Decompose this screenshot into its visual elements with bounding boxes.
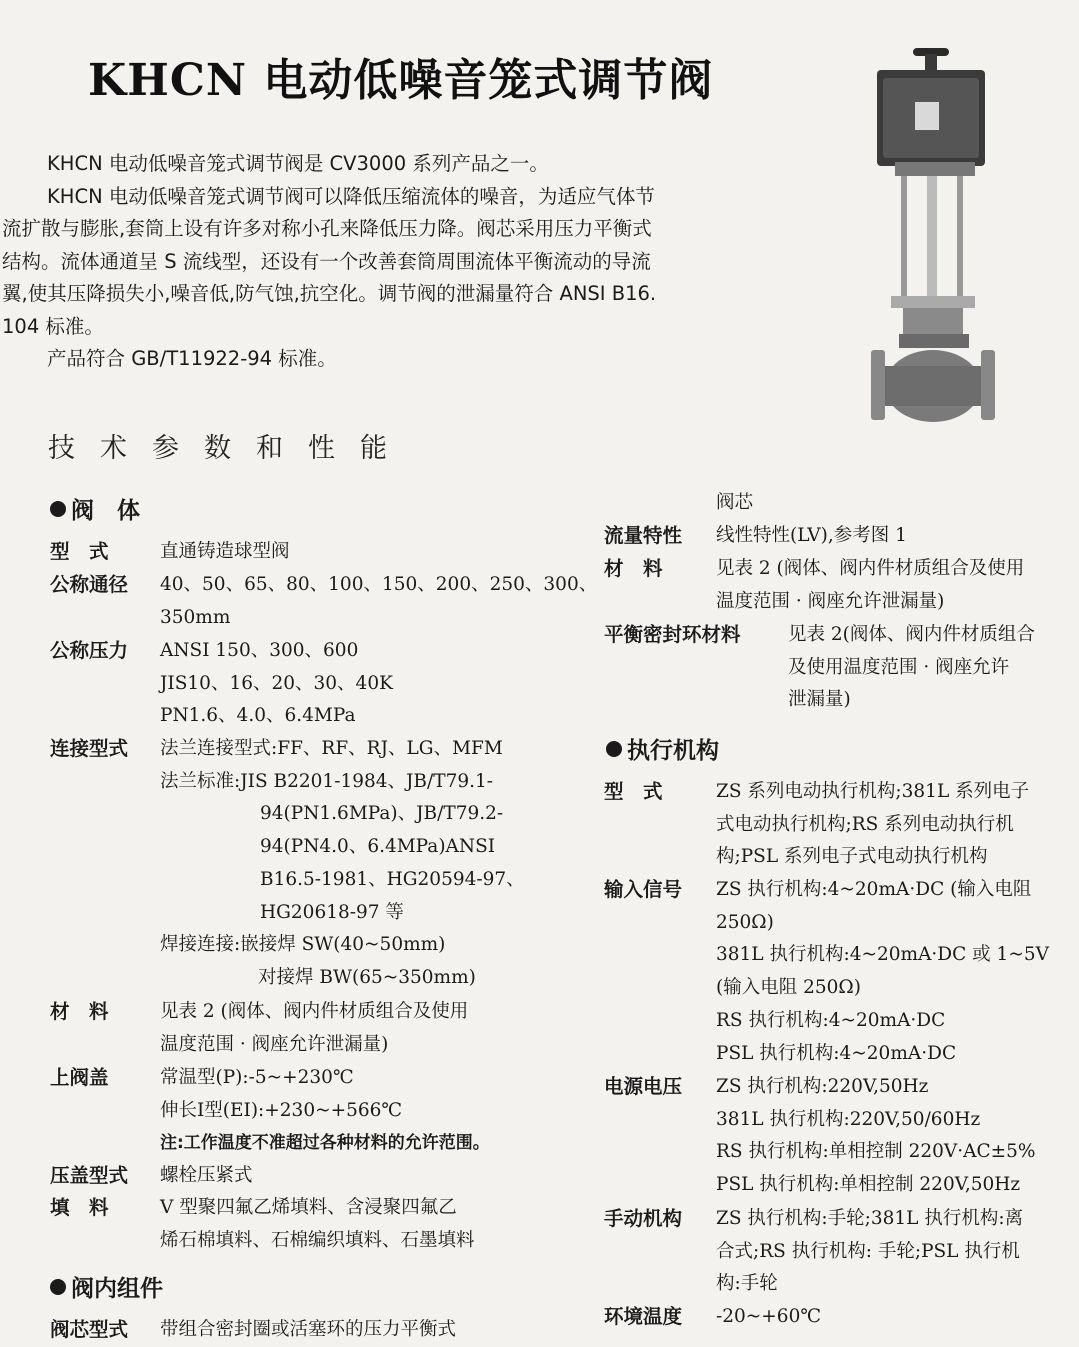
subsection-heading: 阀 体 bbox=[71, 498, 140, 524]
label-input-signal: 输入信号 bbox=[604, 878, 683, 901]
intro-line: KHCN 电动低噪音笼式调节阀是 CV3000 系列产品之一。 bbox=[47, 152, 549, 175]
intro-line: 流扩散与膨胀,套筒上设有许多对称小孔来降低压力降。阀芯采用压力平衡式 bbox=[2, 217, 652, 240]
value-line: RS 执行机构:单相控制 220V·AC±5% bbox=[716, 1141, 1036, 1163]
value-flow-characteristic: 线性特性(LV),参考图 1 bbox=[716, 525, 907, 546]
value-line: 法兰标准:JIS B2201-1984、JB/T79.1- bbox=[160, 770, 494, 792]
value-line: 及使用温度范围 · 阀座允许 bbox=[788, 656, 1010, 678]
label-nominal-pressure: 公称压力 bbox=[50, 639, 129, 662]
bullet-icon bbox=[50, 1279, 66, 1295]
value-line: JIS10、16、20、30、40K bbox=[160, 672, 393, 694]
value-line: V 型聚四氟乙烯填料、含浸聚四氟乙 bbox=[160, 1197, 457, 1218]
subsection-actuator bbox=[606, 732, 719, 765]
value-line: 构;PSL 系列电子式电动执行机构 bbox=[716, 846, 988, 868]
value-nominal-pressure bbox=[160, 635, 393, 733]
bonnet-note: 注:工作温度不准超过各种材料的允许范围。 bbox=[160, 1133, 490, 1154]
intro-text bbox=[2, 148, 732, 376]
section-title: 技术参数和性能 bbox=[48, 433, 412, 464]
value-line: ZS 执行机构:4~20mA·DC (输入电阻 bbox=[716, 879, 1032, 900]
value-line: 温度范围 · 阀座允许泄漏量) bbox=[716, 590, 945, 612]
value-plug-type: 带组合密封圈或活塞环的压力平衡式 bbox=[160, 1319, 457, 1340]
value-line: 对接焊 BW(65~350mm) bbox=[258, 966, 476, 988]
label-flow-characteristic: 流量特性 bbox=[604, 524, 683, 547]
value-line: 见表 2(阀体、阀内件材质组合 bbox=[788, 624, 1035, 645]
value-line: (输入电阻 250Ω) bbox=[716, 977, 861, 999]
page-title: KHCN 电动低噪音笼式调节阀 bbox=[88, 55, 714, 106]
value-line: PSL 执行机构:4~20mA·DC bbox=[716, 1042, 957, 1064]
value-seal-ring-material bbox=[788, 619, 1035, 717]
value-ambient-temperature: -20~+60℃ bbox=[716, 1306, 822, 1327]
value-line: ANSI 150、300、600 bbox=[160, 640, 359, 661]
value-line: RS 执行机构:4~20mA·DC bbox=[716, 1009, 946, 1031]
label-type: 型 式 bbox=[50, 540, 109, 563]
subsection-valve-body bbox=[50, 492, 140, 525]
label-trim-material: 材 料 bbox=[604, 557, 663, 580]
value-manual-operator bbox=[716, 1203, 1023, 1301]
bullet-icon bbox=[606, 741, 622, 757]
value-trim-material bbox=[716, 553, 1024, 618]
subsection-heading: 阀内组件 bbox=[71, 1276, 163, 1302]
label-power-supply: 电源电压 bbox=[604, 1075, 683, 1098]
intro-line: KHCN 电动低噪音笼式调节阀可以降低压缩流体的噪音，为适应气体节 bbox=[47, 184, 655, 208]
value-line: ZS 系列电动执行机构;381L 系列电子 bbox=[716, 781, 1030, 802]
value-line: 烯石棉填料、石棉编织填料、石墨填料 bbox=[160, 1229, 475, 1251]
value-line: 合式;RS 执行机构: 手轮;PSL 执行机 bbox=[716, 1240, 1020, 1262]
value-line: HG20618-97 等 bbox=[260, 901, 404, 923]
value-line: 法兰连接型式:FF、RF、RJ、LG、MFM bbox=[160, 738, 503, 759]
value-material bbox=[160, 996, 468, 1061]
value-connection bbox=[160, 733, 525, 995]
intro-line: 结构。流体通道呈 S 流线型，还设有一个改善套筒周围流体平衡流动的导流 bbox=[2, 249, 651, 273]
value-input-signal bbox=[716, 874, 1049, 1070]
value-line: 焊接连接:嵌接焊 SW(40~50mm) bbox=[160, 934, 446, 956]
value-line: 见表 2 (阀体、阀内件材质组合及使用 bbox=[716, 558, 1025, 579]
value-gland: 螺栓压紧式 bbox=[160, 1165, 253, 1186]
value-line: 温度范围 · 阀座允许泄漏量) bbox=[160, 1033, 389, 1055]
value-line: 式电动执行机构;RS 系列电动执行机 bbox=[716, 813, 1014, 835]
value-line: ZS 执行机构:手轮;381L 执行机构:离 bbox=[716, 1208, 1024, 1229]
value-actuator-type bbox=[716, 776, 1029, 874]
label-plug-type: 阀芯型式 bbox=[50, 1318, 129, 1341]
label-material: 材 料 bbox=[50, 1000, 109, 1023]
label-packing: 填 料 bbox=[50, 1196, 109, 1219]
label-actuator-type: 型 式 bbox=[604, 780, 663, 803]
value-line: 381L 执行机构:220V,50/60Hz bbox=[716, 1108, 981, 1130]
value-line: 381L 执行机构:4~20mA·DC 或 1~5V bbox=[716, 944, 1049, 966]
value-line: 350mm bbox=[160, 606, 231, 628]
label-connection: 连接型式 bbox=[50, 737, 129, 760]
value-bonnet bbox=[160, 1062, 490, 1160]
intro-line: 产品符合 GB/T11922-94 标准。 bbox=[47, 347, 337, 370]
value-line: PN1.6、4.0、6.4MPa bbox=[160, 705, 356, 727]
value-line: B16.5-1981、HG20594-97、 bbox=[260, 868, 525, 890]
subsection-heading: 执行机构 bbox=[627, 738, 719, 764]
valve-product-photo bbox=[845, 44, 1015, 424]
intro-line: 翼,使其压降损失小,噪音低,防气蚀,抗空化。调节阀的泄漏量符合 ANSI B16. bbox=[2, 282, 657, 305]
value-line: 构:手轮 bbox=[716, 1273, 778, 1295]
value-line: 见表 2 (阀体、阀内件材质组合及使用 bbox=[160, 1001, 469, 1022]
label-manual-operator: 手动机构 bbox=[604, 1207, 683, 1230]
value-line: 40、50、65、80、100、150、200、250、300、 bbox=[160, 574, 598, 595]
value-packing bbox=[160, 1192, 475, 1257]
value-power-supply bbox=[716, 1071, 1036, 1202]
label-ambient-temperature: 环境温度 bbox=[604, 1305, 683, 1328]
value-plug-type-cont: 阀芯 bbox=[716, 492, 754, 513]
subsection-trim bbox=[50, 1270, 163, 1303]
value-nominal-size bbox=[160, 569, 597, 634]
label-bonnet: 上阀盖 bbox=[50, 1066, 109, 1089]
value-line: 泄漏量) bbox=[788, 689, 851, 711]
value-line: ZS 执行机构:220V,50Hz bbox=[716, 1076, 929, 1097]
value-line: 94(PN4.0、6.4MPa)ANSI bbox=[260, 836, 496, 858]
value-line: 伸长Ⅰ型(EⅠ):+230~+566℃ bbox=[160, 1099, 403, 1121]
label-nominal-size: 公称通径 bbox=[50, 573, 129, 596]
label-seal-ring-material: 平衡密封环材料 bbox=[604, 623, 741, 646]
intro-line: 104 标准。 bbox=[2, 314, 104, 338]
value-line: 94(PN1.6MPa)、JB/T79.2- bbox=[260, 803, 504, 825]
value-line: 250Ω) bbox=[716, 911, 774, 933]
label-gland: 压盖型式 bbox=[50, 1164, 129, 1187]
value-line: PSL 执行机构:单相控制 220V,50Hz bbox=[716, 1174, 1021, 1196]
value-line: 常温型(P):-5~+230℃ bbox=[160, 1067, 354, 1088]
bullet-icon bbox=[50, 501, 66, 517]
value-type: 直通铸造球型阀 bbox=[160, 541, 290, 562]
